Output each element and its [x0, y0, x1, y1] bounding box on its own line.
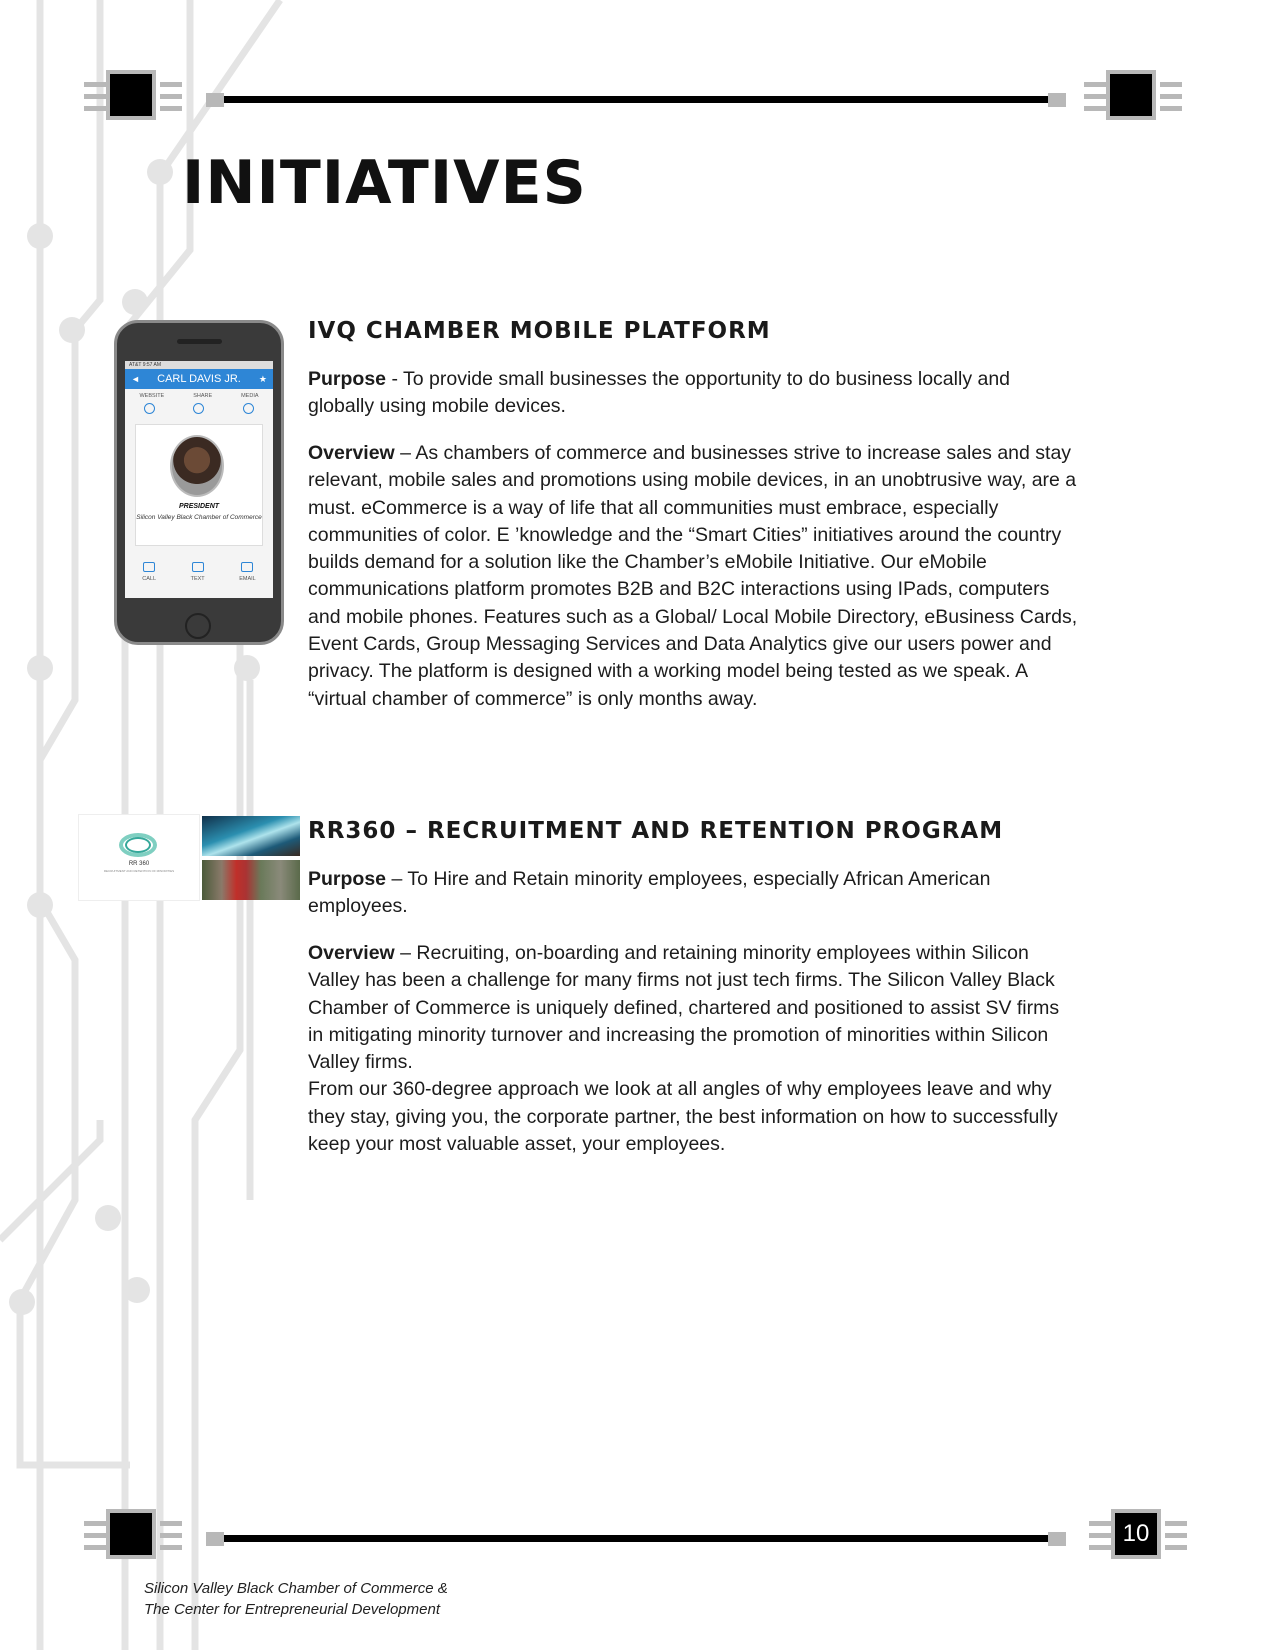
phone-tab-share: SHARE [193, 393, 213, 399]
rr360-overview: Overview – Recruiting, on-boarding and retaining minority employees within Silicon Valley has been a challenge for many firms not just tech firms. The Silicon Valley Black Chamber of Commerce is uniquely defined, chartered and positioned to assist SV firms in mitigating minority turnover and increasing the promotion of minorities within Silicon Valley firms. From our 360-degree approach we look at all angles of why employees leave and why they stay, giving you, the corporate partner, the best information on how to successfully keep your most valuable asset, your employees. [308, 942, 1060, 1156]
phone-tab-media: MEDIA [241, 393, 259, 399]
footer [144, 1578, 448, 1620]
city-photo [202, 860, 300, 900]
section-title-mobile-platform: IVQ CHAMBER MOBILE PLATFORM [308, 318, 771, 344]
home-button-icon [185, 613, 211, 639]
bottom-divider [0, 1480, 1275, 1580]
phone-icon [143, 562, 155, 572]
phone-navbar [125, 369, 273, 389]
phone-mockup [114, 320, 284, 645]
mobile-platform-purpose: Purpose - To provide small businesses the opportunity to do business locally and globally using mobile devices. [308, 368, 1011, 418]
contact-name: CARL DAVIS JR. [157, 373, 241, 385]
share-icon [193, 403, 204, 414]
chip-icon [106, 1509, 156, 1559]
footer-line-1: Silicon Valley Black Chamber of Commerce & [144, 1580, 448, 1597]
page-number: 10 [1111, 1509, 1161, 1559]
contact-org: Silicon Valley Black Chamber of Commerce [136, 514, 262, 521]
globe-icon [144, 403, 155, 414]
contact-card [135, 424, 263, 546]
call-action: CALL [142, 562, 156, 582]
star-icon: ★ [258, 374, 267, 384]
text-action: TEXT [191, 562, 205, 582]
phone-status-bar: AT&T 9:57 AM [125, 361, 273, 369]
play-icon [243, 403, 254, 414]
phone-tab-website: WEBSITE [139, 393, 165, 399]
section-title-rr360: RR360 – RECRUITMENT AND RETENTION PROGRAM [308, 818, 1004, 844]
avatar [170, 435, 224, 497]
mobile-platform-overview: Overview – As chambers of commerce and businesses strive to increase sales and stay relevant, mobile sales and promotions using mobile devices, in an unobtrusive way, are a must. eCommerce is a way of life that all communities must embrace, especially communities of color. E ’knowledge and the “Smart Cities” initiatives around the country builds demand for a solution like the Chamber’s eMobile Initiative. Our eMobile communications platform promotes B2B and B2C interactions using IPads, computers and mobile phones. Features such as a Global/ Local Mobile Directory, eBusiness Cards, Event Cards, Group Messaging Services and Data Analytics give our users power and privacy. The platform is designed with a working model being tested as we speak. A “virtual chamber of commerce” is only months away. [308, 442, 1078, 710]
contact-role: PRESIDENT [178, 503, 220, 510]
back-icon: ◄ [131, 374, 140, 384]
footer-line-2: The Center for Entrepreneurial Development [144, 1601, 440, 1618]
network-photo [202, 816, 300, 856]
chip-icon [1106, 70, 1156, 120]
page-title: INITIATIVES [182, 148, 587, 218]
rr360-purpose: Purpose – To Hire and Retain minority employees, especially African American employees. [308, 868, 991, 918]
mail-icon [241, 562, 253, 572]
chip-icon [106, 70, 156, 120]
chat-icon [192, 562, 204, 572]
top-divider [0, 0, 1275, 140]
email-action: EMAIL [239, 562, 256, 582]
rr360-logo: RR 360 RECRUITMENT AND RETENTION OF MINORITIES [78, 814, 200, 901]
phone-screen [125, 361, 273, 598]
